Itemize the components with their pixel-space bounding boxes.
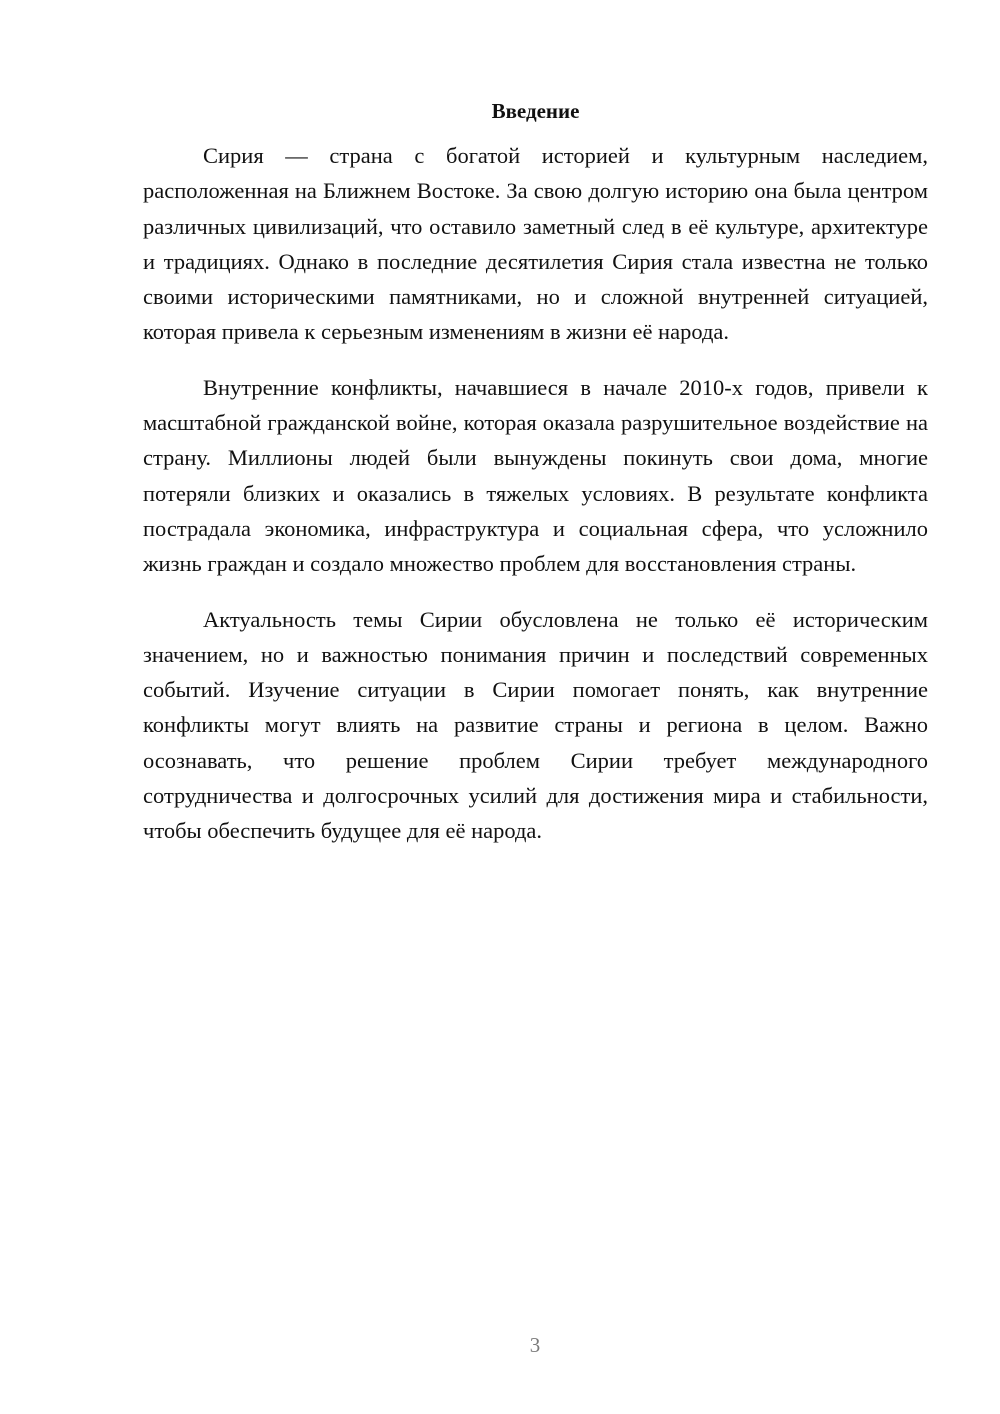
page-body — [143, 95, 928, 869]
paragraph-relevance: Актуальность темы Сирии обусловлена не только её историческим значением, но и важностью понимания причин и последствий современных событий. Изучение ситуации в Сирии помогает понять, как внутренние конфликты могут влиять на развитие страны и региона в целом. Важно осознавать, что решение проблем Сирии требует международного сотрудничества и долгосрочных усилий для достижения мира и стабильности, чтобы обеспечить будущее для её народа. — [143, 606, 928, 844]
page-number: 3 — [529, 1333, 541, 1357]
paragraph-intro: Сирия — страна с богатой историей и культурным наследием, расположенная на Ближнем Востоке. За свою долгую историю она была центром различных цивилизаций, что оставило заметный след в её культуре, архитектуре и традициях. Однако в последние десятилетия Сирия стала известна не только своими историческими памятниками, но и сложной внутренней ситуацией, которая привела к серьезным изменениям в жизни её народа. — [143, 143, 928, 345]
section-heading: Введение — [491, 99, 580, 123]
paragraph-conflict: Внутренние конфликты, начавшиеся в начале 2010-х годов, привели к масштабной гражданской войне, которая оказала разрушительное воздействие на страну. Миллионы людей были вынуждены покинуть свои дома, многие потеряли близких и оказались в тяжелых условиях. В результате конфликта пострадала экономика, инфраструктура и социальная сфера, что усложнило жизнь граждан и создало множество проблем для восстановления страны. — [143, 374, 928, 577]
